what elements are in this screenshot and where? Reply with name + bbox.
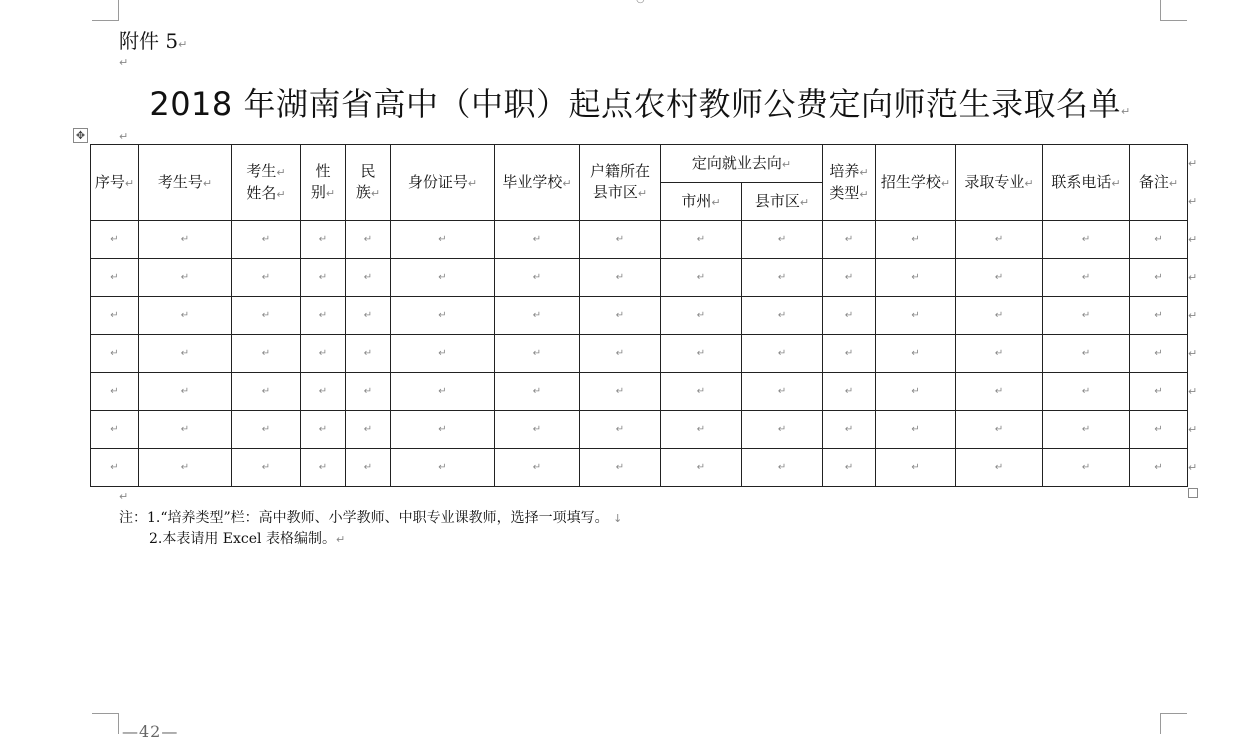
table-cell[interactable]: ↵	[823, 297, 876, 335]
header-ethnicity: 民 族↵	[346, 145, 391, 221]
attachment-label-text: 附件 5	[119, 29, 179, 53]
table-cell[interactable]: ↵	[139, 221, 232, 259]
header-household: 户籍所在 县市区↵	[580, 145, 661, 221]
table-cell[interactable]: ↵	[139, 297, 232, 335]
table-cell[interactable]: ↵	[391, 259, 495, 297]
table-cell[interactable]: ↵	[391, 373, 495, 411]
document-title-text: 2018 年湖南省高中（中职）起点农村教师公费定向师范生录取名单	[149, 85, 1121, 123]
table-cell[interactable]: ↵	[301, 259, 346, 297]
row-end-mark-icon: ↵	[1188, 422, 1198, 436]
table-cell[interactable]: ↵	[742, 259, 823, 297]
crop-mark-bottom-left	[92, 713, 119, 734]
table-cell[interactable]: ↵	[91, 297, 139, 335]
attachment-label	[119, 25, 187, 54]
table-cell[interactable]: ↵	[661, 297, 742, 335]
table-cell[interactable]: ↵	[580, 373, 661, 411]
table-cell[interactable]: ↵	[580, 335, 661, 373]
table-cell[interactable]: ↵	[495, 449, 580, 487]
table-cell[interactable]: ↵	[823, 411, 876, 449]
table-cell[interactable]: ↵	[742, 449, 823, 487]
table-cell[interactable]: ↵	[1130, 259, 1188, 297]
table-cell[interactable]: ↵	[232, 373, 301, 411]
table-cell[interactable]: ↵	[823, 259, 876, 297]
table-cell[interactable]: ↵	[876, 221, 956, 259]
table-cell[interactable]: ↵	[956, 259, 1043, 297]
table-cell[interactable]: ↵	[91, 259, 139, 297]
table-cell[interactable]: ↵	[232, 335, 301, 373]
table-cell[interactable]: ↵	[391, 335, 495, 373]
row-end-mark-icon: ↵	[1188, 232, 1198, 246]
table-cell[interactable]: ↵	[1130, 449, 1188, 487]
table-cell[interactable]: ↵	[742, 297, 823, 335]
header-id-no: 身份证号↵	[391, 145, 495, 221]
table-row	[91, 221, 1188, 259]
table-cell[interactable]: ↵	[391, 449, 495, 487]
header-employment-county: 县市区↵	[742, 183, 823, 221]
header-admitted-major: 录取专业↵	[956, 145, 1043, 221]
header-employment-city: 市州↵	[661, 183, 742, 221]
table-cell[interactable]: ↵	[346, 297, 391, 335]
table-cell[interactable]: ↵	[876, 335, 956, 373]
table-resize-handle-icon[interactable]	[1188, 488, 1198, 498]
table-cell[interactable]: ↵	[346, 221, 391, 259]
table-cell[interactable]: ↵	[495, 373, 580, 411]
table-move-handle-icon[interactable]: ✥	[73, 128, 88, 143]
table-cell[interactable]: ↵	[876, 259, 956, 297]
header-training-type: 培养↵ 类型↵	[823, 145, 876, 221]
table-cell[interactable]: ↵	[139, 259, 232, 297]
paragraph-mark-icon: ↵	[119, 130, 129, 143]
table-cell[interactable]: ↵	[1043, 297, 1130, 335]
table-cell[interactable]: ↵	[823, 335, 876, 373]
table-cell[interactable]: ↵	[1043, 411, 1130, 449]
table-cell[interactable]: ↵	[91, 335, 139, 373]
table-cell[interactable]: ↵	[823, 221, 876, 259]
table-body	[91, 221, 1188, 487]
table-cell[interactable]: ↵	[823, 373, 876, 411]
table-cell[interactable]: ↵	[1130, 297, 1188, 335]
table-cell[interactable]: ↵	[139, 335, 232, 373]
table-cell[interactable]: ↵	[580, 297, 661, 335]
header-remarks: 备注↵	[1130, 145, 1188, 221]
table-cell[interactable]: ↵	[495, 297, 580, 335]
table-cell[interactable]: ↵	[232, 411, 301, 449]
crop-mark-top-left	[92, 0, 119, 21]
note-line-1: 注：1.“培养类型”栏：高中教师、小学教师、中职专业课教师，选择一项填写。 ↓	[119, 510, 623, 526]
table-row	[91, 335, 1188, 373]
crop-mark-top-right	[1160, 0, 1187, 21]
header-phone: 联系电话↵	[1043, 145, 1130, 221]
table-cell[interactable]: ↵	[1043, 449, 1130, 487]
table-cell[interactable]: ↵	[1043, 259, 1130, 297]
table-cell[interactable]: ↵	[876, 411, 956, 449]
table-cell[interactable]: ↵	[139, 449, 232, 487]
table-cell[interactable]: ↵	[91, 373, 139, 411]
table-cell[interactable]: ↵	[876, 297, 956, 335]
header-exam-no: 考生号↵	[139, 145, 232, 221]
table-cell[interactable]: ↵	[956, 449, 1043, 487]
table-cell[interactable]: ↵	[956, 411, 1043, 449]
table-cell[interactable]: ↵	[346, 373, 391, 411]
table-cell[interactable]: ↵	[742, 335, 823, 373]
table-cell[interactable]: ↵	[91, 449, 139, 487]
row-end-mark-icon: ↵	[1188, 460, 1198, 474]
admission-table	[90, 144, 1188, 487]
table-cell[interactable]: ↵	[301, 335, 346, 373]
table-cell[interactable]: ↵	[301, 221, 346, 259]
crop-mark-bottom-right	[1160, 713, 1187, 734]
table-cell[interactable]: ↵	[580, 449, 661, 487]
table-cell[interactable]: ↵	[1043, 221, 1130, 259]
table-cell[interactable]: ↵	[1130, 411, 1188, 449]
paragraph-mark-icon: ↵	[178, 38, 188, 51]
paragraph-mark-icon: ↵	[1120, 105, 1131, 118]
table-cell[interactable]: ↵	[346, 259, 391, 297]
page-top-marker	[636, 0, 645, 5]
table-cell[interactable]: ↵	[956, 297, 1043, 335]
row-end-mark-icon: ↵	[1188, 346, 1198, 360]
table-cell[interactable]: ↵	[301, 411, 346, 449]
row-end-mark-icon: ↵	[1188, 384, 1198, 398]
table-row	[91, 449, 1188, 487]
table-cell[interactable]: ↵	[495, 335, 580, 373]
table-cell[interactable]: ↵	[232, 259, 301, 297]
table-cell[interactable]: ↵	[580, 411, 661, 449]
notes	[119, 508, 622, 550]
table-cell[interactable]: ↵	[580, 259, 661, 297]
table-cell[interactable]: ↵	[1130, 221, 1188, 259]
table-cell[interactable]: ↵	[661, 449, 742, 487]
table-row	[91, 297, 1188, 335]
table-header-row	[91, 145, 1188, 183]
table-cell[interactable]: ↵	[956, 373, 1043, 411]
row-end-mark-icon: ↵	[1188, 270, 1198, 284]
paragraph-mark-icon: ↵	[119, 56, 129, 69]
table-cell[interactable]: ↵	[1130, 335, 1188, 373]
table-row	[91, 259, 1188, 297]
table-cell[interactable]: ↵	[742, 373, 823, 411]
table-cell[interactable]: ↵	[742, 221, 823, 259]
table-cell[interactable]: ↵	[495, 411, 580, 449]
header-name: 考生↵ 姓名↵	[232, 145, 301, 221]
table-cell[interactable]: ↵	[346, 335, 391, 373]
table-cell[interactable]: ↵	[139, 411, 232, 449]
table-cell[interactable]: ↵	[823, 449, 876, 487]
table-cell[interactable]: ↵	[956, 335, 1043, 373]
row-end-mark-icon: ↵	[1188, 308, 1198, 322]
table-cell[interactable]: ↵	[301, 449, 346, 487]
header-grad-school: 毕业学校↵	[495, 145, 580, 221]
table-cell[interactable]: ↵	[661, 373, 742, 411]
table-cell[interactable]: ↵	[139, 373, 232, 411]
table-cell[interactable]: ↵	[876, 373, 956, 411]
table-cell[interactable]: ↵	[495, 221, 580, 259]
table-cell[interactable]: ↵	[1043, 335, 1130, 373]
table-cell[interactable]: ↵	[661, 221, 742, 259]
table-row	[91, 411, 1188, 449]
table-cell[interactable]: ↵	[391, 221, 495, 259]
table-cell[interactable]: ↵	[580, 221, 661, 259]
table-cell[interactable]: ↵	[1043, 373, 1130, 411]
table-cell[interactable]: ↵	[232, 221, 301, 259]
table-cell[interactable]: ↵	[232, 449, 301, 487]
header-seq: 序号↵	[91, 145, 139, 221]
table-row	[91, 373, 1188, 411]
table-cell[interactable]: ↵	[876, 449, 956, 487]
table-cell[interactable]: ↵	[301, 297, 346, 335]
table-cell[interactable]: ↵	[661, 335, 742, 373]
table-cell[interactable]: ↵	[1130, 373, 1188, 411]
header-admitting-school: 招生学校↵	[876, 145, 956, 221]
note-line-2: 2.本表请用 Excel 表格编制。↵	[149, 531, 346, 547]
table-cell[interactable]: ↵	[661, 411, 742, 449]
table-cell[interactable]: ↵	[91, 411, 139, 449]
table-cell[interactable]: ↵	[391, 297, 495, 335]
paragraph-mark-icon: ↵	[119, 490, 129, 503]
table-cell[interactable]: ↵	[301, 373, 346, 411]
header-employment-group: 定向就业去向↵	[661, 145, 823, 183]
table-cell[interactable]: ↵	[91, 221, 139, 259]
table-cell[interactable]: ↵	[742, 411, 823, 449]
table-cell[interactable]: ↵	[346, 411, 391, 449]
table-cell[interactable]: ↵	[391, 411, 495, 449]
table-cell[interactable]: ↵	[495, 259, 580, 297]
table-cell[interactable]: ↵	[346, 449, 391, 487]
table-cell[interactable]: ↵	[956, 221, 1043, 259]
row-end-mark-icon: ↵	[1188, 156, 1198, 170]
header-gender: 性 别↵	[301, 145, 346, 221]
document-title	[90, 79, 1190, 125]
row-end-mark-icon: ↵	[1188, 194, 1198, 208]
page-number: —42—	[122, 722, 179, 741]
table-cell[interactable]: ↵	[232, 297, 301, 335]
table-cell[interactable]: ↵	[661, 259, 742, 297]
